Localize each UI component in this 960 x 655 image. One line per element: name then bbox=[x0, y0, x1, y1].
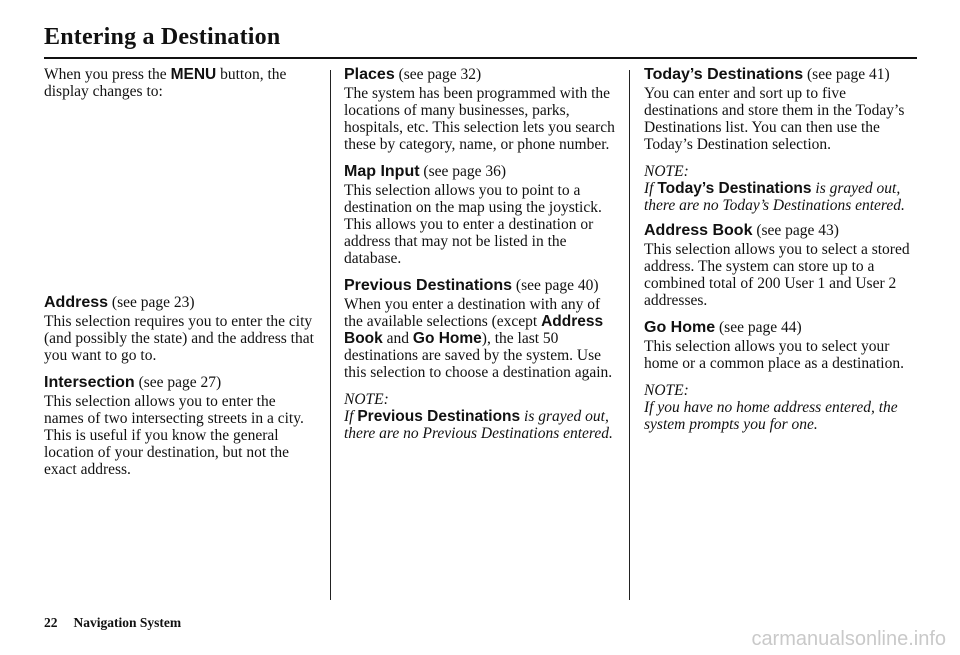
section-heading bbox=[344, 66, 620, 83]
body-text: When you enter a destination with any of the available selections (except bbox=[344, 296, 601, 330]
page-reference: (see page 23) bbox=[111, 294, 195, 311]
watermark-text: carmanualsonline.info bbox=[751, 628, 946, 650]
intro-text-pre: When you press the bbox=[44, 66, 171, 83]
column-divider-2 bbox=[629, 70, 630, 600]
section-body: This selection allows you to enter the names of two intersecting streets in a city. This is useful if you know the general location of your destination, but not the exact address. bbox=[44, 393, 304, 478]
body-text: ), the last 50 destinations are saved by the system. Use this selection to choose a destination again. bbox=[344, 330, 613, 381]
heading-term: Intersection bbox=[44, 374, 135, 391]
section-body: This selection allows you to select a stored address. The system can store up to a combined total of 200 User 1 and User 2 addresses. bbox=[644, 241, 910, 309]
note-if: If bbox=[344, 408, 358, 425]
note-if: If bbox=[644, 180, 658, 197]
section-go-home bbox=[644, 319, 916, 372]
section-heading bbox=[644, 222, 916, 239]
title-rule bbox=[44, 57, 917, 59]
section-body: You can enter and sort up to five destinations and store them in the Today’s Destinations list. You can then use the Today’s Destination selection. bbox=[644, 85, 905, 153]
section-map-input bbox=[344, 163, 620, 267]
note-label: NOTE: bbox=[344, 391, 389, 408]
section-body: This selection allows you to point to a destination on the map using the joystick. This allows you to enter a destination or address that may not be listed in the database. bbox=[344, 182, 602, 267]
heading-term: Previous Destinations bbox=[344, 277, 513, 294]
screen-image-placeholder bbox=[44, 108, 316, 294]
intro-paragraph bbox=[44, 66, 316, 100]
section-previous-destinations bbox=[344, 277, 620, 381]
note-term: Today’s Destinations bbox=[657, 180, 812, 197]
section-places bbox=[344, 66, 620, 153]
section-heading bbox=[44, 294, 316, 311]
section-address bbox=[44, 294, 316, 364]
page-number: 22 bbox=[44, 615, 58, 630]
column-3 bbox=[644, 66, 916, 441]
page-reference: (see page 43) bbox=[756, 222, 839, 239]
column-2 bbox=[344, 66, 620, 450]
section-heading bbox=[344, 277, 620, 294]
page-reference: (see page 41) bbox=[807, 66, 890, 83]
page-reference: (see page 40) bbox=[515, 277, 599, 294]
page-reference: (see page 32) bbox=[398, 66, 482, 83]
section-heading bbox=[44, 374, 316, 391]
note-label: NOTE: bbox=[644, 382, 689, 399]
page-reference: (see page 44) bbox=[719, 319, 802, 336]
menu-button-term: MENU bbox=[170, 66, 217, 83]
page-reference: (see page 36) bbox=[423, 163, 507, 180]
section-address-book bbox=[644, 222, 916, 309]
section-body: This selection requires you to enter the city (and possibly the state) and the address that you want to go to. bbox=[44, 313, 314, 364]
section-heading bbox=[644, 66, 916, 83]
section-body: This selection allows you to select your home or a common place as a destination. bbox=[644, 338, 904, 372]
note-label: NOTE: bbox=[644, 163, 689, 180]
section-todays-destinations bbox=[644, 66, 916, 153]
heading-term: Address Book bbox=[644, 222, 753, 239]
heading-term: Map Input bbox=[344, 163, 420, 180]
heading-term: Today’s Destinations bbox=[644, 66, 804, 83]
page-footer bbox=[44, 615, 181, 631]
column-divider-1 bbox=[330, 70, 331, 600]
address-book-term: Address Book bbox=[344, 313, 604, 347]
note-text: is grayed out, there are no Today’s Destinations entered. bbox=[644, 180, 905, 214]
heading-term: Go Home bbox=[644, 319, 716, 336]
heading-term: Places bbox=[344, 66, 395, 83]
note-body: If you have no home address entered, the system prompts you for one. bbox=[644, 399, 898, 433]
note-body bbox=[344, 408, 620, 442]
footer-book-title: Navigation System bbox=[73, 615, 182, 630]
column-1 bbox=[44, 66, 316, 488]
go-home-term: Go Home bbox=[412, 330, 482, 347]
section-heading bbox=[344, 163, 620, 180]
heading-term: Address bbox=[44, 294, 109, 311]
conjunction: and bbox=[382, 330, 413, 347]
section-heading bbox=[644, 319, 916, 336]
section-intersection bbox=[44, 374, 316, 478]
page-reference: (see page 27) bbox=[138, 374, 222, 391]
note-text: is grayed out, there are no Previous Destinations entered. bbox=[344, 408, 613, 442]
note-term: Previous Destinations bbox=[357, 408, 521, 425]
section-body bbox=[344, 296, 620, 381]
section-body: The system has been programmed with the locations of many businesses, parks, hospitals, etc. This selection lets you search these by category, name, or phone number. bbox=[344, 85, 615, 153]
intro-text-post: button, the display changes to: bbox=[44, 66, 287, 100]
note-body bbox=[644, 180, 916, 214]
page-title: Entering a Destination bbox=[44, 24, 281, 50]
